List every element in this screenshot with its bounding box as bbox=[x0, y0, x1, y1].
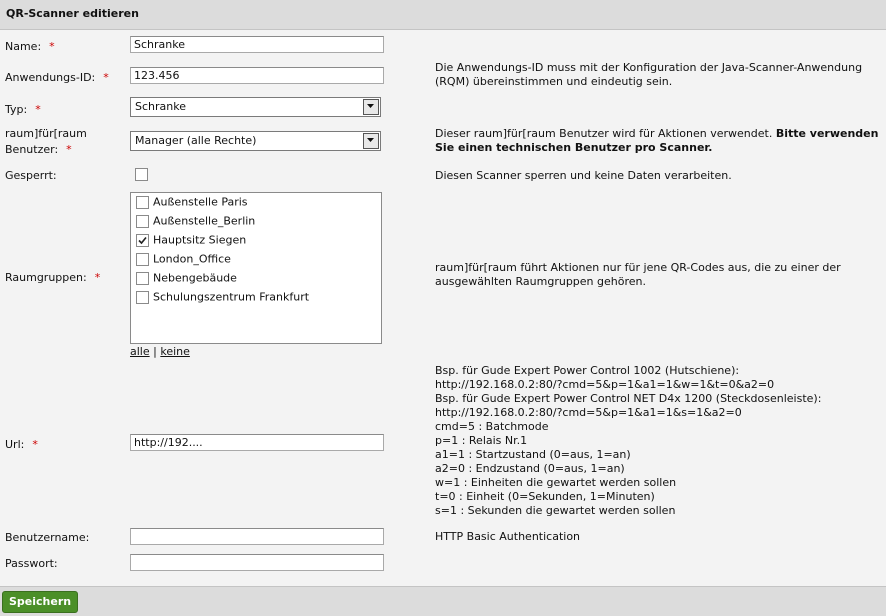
page-footer bbox=[0, 586, 886, 616]
link-separator: | bbox=[153, 345, 157, 358]
password-label: Passwort: bbox=[5, 557, 58, 570]
select-all-link[interactable]: alle bbox=[130, 345, 150, 358]
url-label-text: Url: bbox=[5, 438, 25, 451]
save-button[interactable]: Speichern bbox=[2, 591, 78, 613]
room-group-item[interactable] bbox=[136, 195, 248, 211]
required-marker: * bbox=[35, 103, 41, 116]
room-group-item[interactable] bbox=[136, 252, 231, 268]
user-select-value: Manager (alle Rechte) bbox=[135, 134, 257, 147]
app-id-label bbox=[5, 71, 109, 84]
name-label-text: Name: bbox=[5, 40, 42, 53]
type-label bbox=[5, 103, 41, 116]
url-help-line: t=0 : Einheit (0=Sekunden, 1=Minuten) bbox=[435, 490, 655, 503]
username-help: HTTP Basic Authentication bbox=[435, 530, 581, 543]
user-label-line2-text: Benutzer: bbox=[5, 143, 59, 156]
room-group-item[interactable] bbox=[136, 214, 255, 230]
room-groups-list[interactable] bbox=[130, 192, 382, 344]
url-help-line: cmd=5 : Batchmode bbox=[435, 420, 549, 433]
room-group-label: London_Office bbox=[153, 252, 231, 266]
room-group-checkbox[interactable] bbox=[136, 272, 149, 285]
room-groups-help: raum]für[raum führt Aktionen nur für jene QR-Codes aus, die zu einer der ausgewählten Raumgruppen gehören. bbox=[435, 261, 841, 288]
locked-checkbox[interactable] bbox=[135, 168, 148, 181]
user-label-line1: raum]für[raum bbox=[5, 127, 87, 140]
required-marker: * bbox=[49, 40, 55, 53]
room-group-label: Außenstelle_Berlin bbox=[153, 214, 256, 228]
url-input[interactable]: http://192.... bbox=[130, 434, 384, 451]
name-input[interactable]: Schranke bbox=[130, 36, 384, 53]
room-group-label: Außenstelle Paris bbox=[153, 195, 248, 209]
user-label bbox=[5, 126, 87, 158]
required-marker: * bbox=[103, 71, 109, 84]
locked-label: Gesperrt: bbox=[5, 169, 57, 182]
app-id-label-text: Anwendungs-ID: bbox=[5, 71, 96, 84]
url-help-line: http://192.168.0.2:80/?cmd=5&p=1&a1=1&s=1&a2=0 bbox=[435, 406, 742, 419]
page-title: QR-Scanner editieren bbox=[6, 7, 139, 20]
required-marker: * bbox=[32, 438, 38, 451]
room-group-label: Nebengebäude bbox=[153, 271, 237, 285]
page-header bbox=[0, 0, 886, 30]
room-group-checkbox-checked[interactable] bbox=[136, 234, 149, 247]
checkmark-icon bbox=[138, 236, 147, 245]
room-groups-select-links bbox=[130, 345, 190, 358]
url-label bbox=[5, 438, 38, 451]
url-help-line: a1=1 : Startzustand (0=aus, 1=an) bbox=[435, 448, 631, 461]
password-input[interactable] bbox=[130, 554, 384, 571]
url-help bbox=[435, 364, 821, 518]
app-id-help: Die Anwendungs-ID muss mit der Konfiguration der Java-Scanner-Anwendung (RQM) übereinstimmen und eindeutig sein. bbox=[435, 61, 863, 88]
type-select[interactable] bbox=[130, 97, 381, 117]
app-id-input[interactable]: 123.456 bbox=[130, 67, 384, 84]
url-help-line: p=1 : Relais Nr.1 bbox=[435, 434, 528, 447]
dropdown-arrow-icon[interactable] bbox=[363, 99, 379, 115]
select-none-link[interactable]: keine bbox=[160, 345, 190, 358]
user-help-bold: Bitte verwenden Sie einen technischen Benutzer pro Scanner. bbox=[435, 127, 879, 154]
url-help-line: w=1 : Einheiten die gewartet werden sollen bbox=[435, 476, 677, 489]
url-help-line: http://192.168.0.2:80/?cmd=5&p=1&a1=1&w=1&t=0&a2=0 bbox=[435, 378, 775, 391]
type-select-value: Schranke bbox=[135, 100, 186, 113]
user-help bbox=[435, 127, 880, 155]
room-group-checkbox[interactable] bbox=[136, 196, 149, 209]
room-group-checkbox[interactable] bbox=[136, 215, 149, 228]
username-input[interactable] bbox=[130, 528, 384, 545]
user-select[interactable] bbox=[130, 131, 381, 151]
room-group-checkbox[interactable] bbox=[136, 291, 149, 304]
user-label-line2 bbox=[5, 142, 87, 158]
url-help-line: s=1 : Sekunden die gewartet werden sollen bbox=[435, 504, 676, 517]
required-marker: * bbox=[66, 143, 72, 156]
room-group-label: Schulungszentrum Frankfurt bbox=[153, 290, 310, 304]
locked-help: Diesen Scanner sperren und keine Daten verarbeiten. bbox=[435, 169, 732, 182]
username-label: Benutzername: bbox=[5, 531, 90, 544]
dropdown-arrow-icon[interactable] bbox=[363, 133, 379, 149]
url-help-line: a2=0 : Endzustand (0=aus, 1=an) bbox=[435, 462, 625, 475]
room-groups-label-text: Raumgruppen: bbox=[5, 271, 87, 284]
url-help-line: Bsp. für Gude Expert Power Control 1002 (Hutschiene): bbox=[435, 364, 740, 377]
room-group-item[interactable] bbox=[136, 290, 309, 306]
room-group-checkbox[interactable] bbox=[136, 253, 149, 266]
room-group-item[interactable] bbox=[136, 271, 237, 287]
room-group-label: Hauptsitz Siegen bbox=[153, 233, 247, 247]
room-groups-label bbox=[5, 271, 100, 284]
user-help-text: Dieser raum]für[raum Benutzer wird für Aktionen verwendet. bbox=[435, 127, 773, 140]
url-help-line: Bsp. für Gude Expert Power Control NET D4x 1200 (Steckdosenleiste): bbox=[435, 392, 822, 405]
required-marker: * bbox=[94, 271, 101, 284]
room-group-item[interactable] bbox=[136, 233, 246, 249]
name-label bbox=[5, 40, 55, 53]
type-label-text: Typ: bbox=[5, 103, 28, 116]
